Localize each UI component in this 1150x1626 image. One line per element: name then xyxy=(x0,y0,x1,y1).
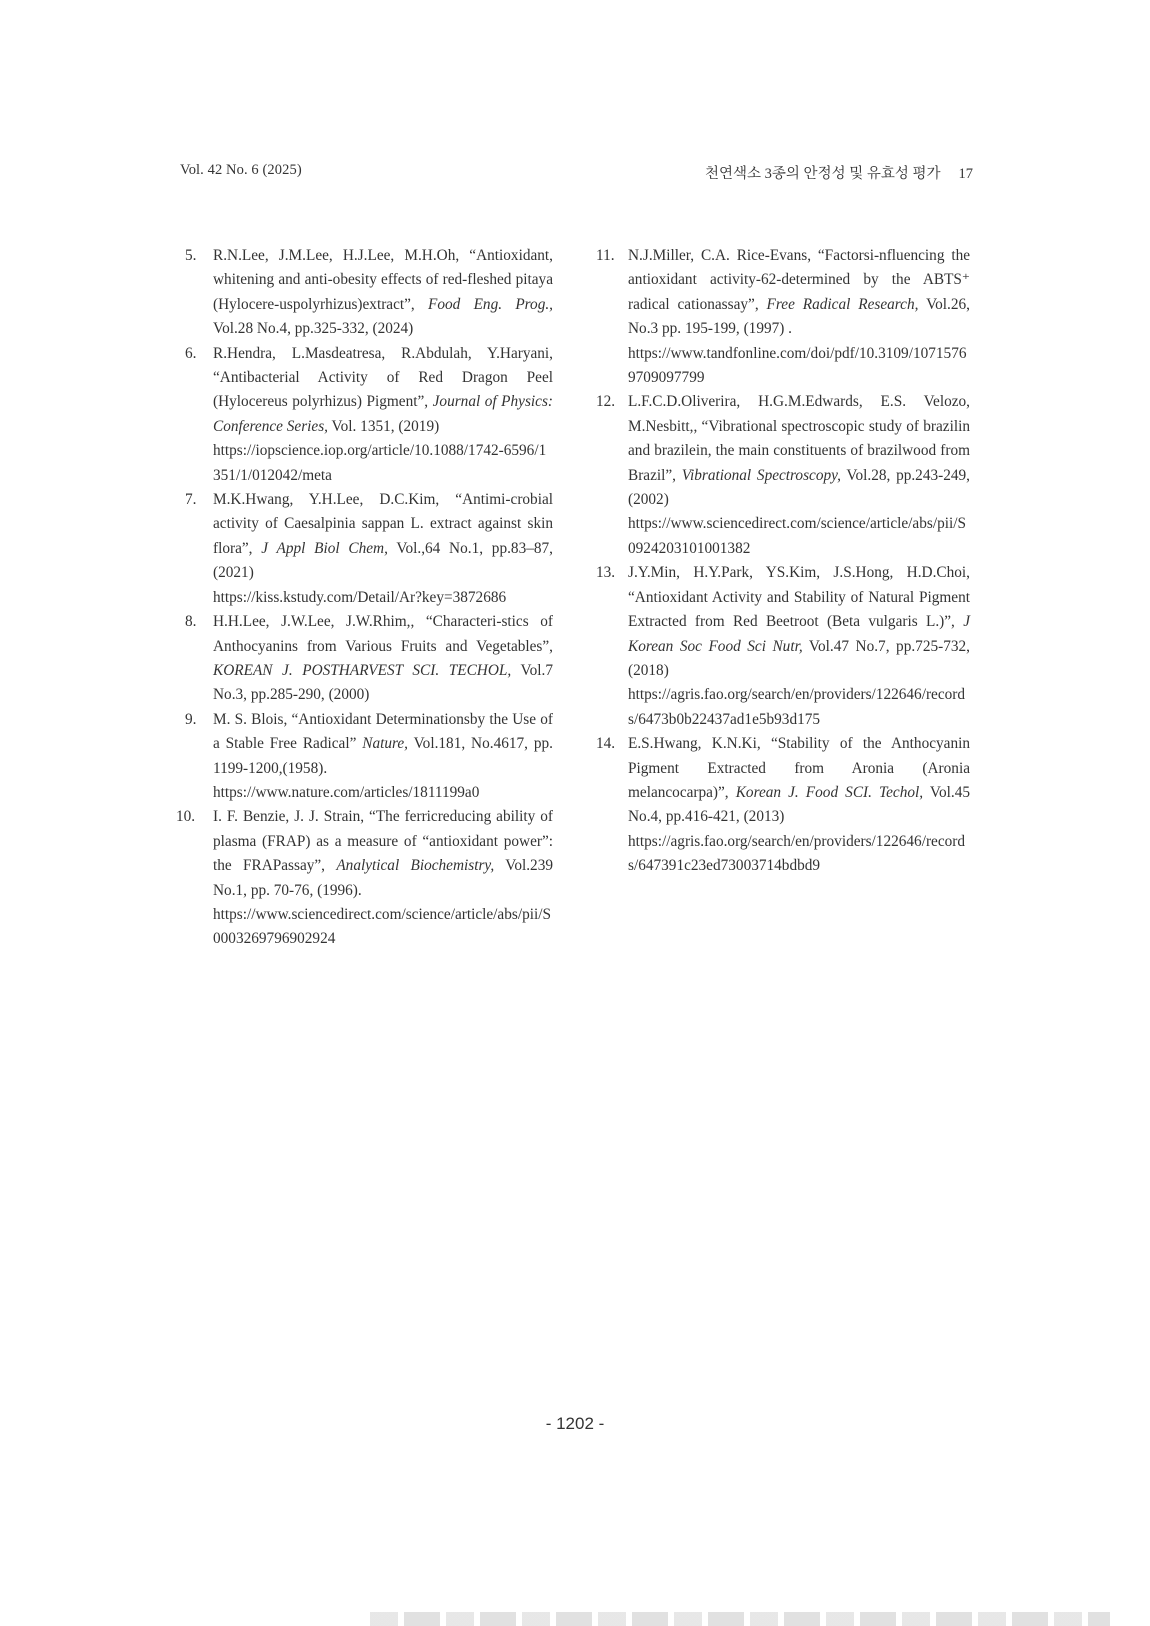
reference-url[interactable]: https://kiss.kstudy.com/Detail/Ar?key=3872686 xyxy=(213,588,507,606)
reference-url[interactable]: https://iopscience.iop.org/article/10.1088/1742-6596/1351/1/012042/meta xyxy=(213,442,547,484)
reference-url[interactable]: https://agris.fao.org/search/en/providers/122646/records/6473b0b22437ad1e5b93d175 xyxy=(628,686,966,728)
reference-journal: Free Radical Research, xyxy=(766,295,919,313)
reference-journal: Journal of Physics: Conference Series, xyxy=(213,393,553,435)
reference-body xyxy=(213,610,553,708)
reference-journal: J Korean Soc Food Sci Nutr, xyxy=(628,613,970,655)
reference-title: “Antimi-crobial activity of Caesalpinia sappan L. extract against skin flora”, xyxy=(213,491,553,557)
reference-item xyxy=(185,244,553,342)
reference-title: “Antibacterial Activity of Red Dragon Peel (Hylocereus polyrhizus) Pigment”, xyxy=(213,369,553,411)
reference-title: “Characteri-stics of Anthocyanins from Various Fruits and Vegetables”, xyxy=(213,613,553,655)
running-header-volume: Vol. 42 No. 6 (2025) xyxy=(180,162,302,178)
reference-item xyxy=(185,342,553,488)
reference-number: 12. xyxy=(596,393,616,411)
reference-journal: Food Eng. Prog., xyxy=(428,295,554,313)
reference-authors: M.K.Hwang, Y.H.Lee, D.C.Kim, xyxy=(213,491,440,509)
reference-title: “Antioxidant, whitening and anti-obesity effects of red-fleshed pitaya (Hylocere-uspolyrhizus)extract”, xyxy=(213,247,553,313)
reference-item xyxy=(596,390,970,561)
reference-details: Vol.28, pp.243-249,(2002) xyxy=(628,466,970,509)
reference-authors: L.F.C.D.Oliverira, H.G.M.Edwards, E.S. Velozo, M.Nesbitt,, xyxy=(628,393,970,435)
reference-journal: Nature, xyxy=(362,735,408,753)
reference-body xyxy=(213,488,553,610)
reference-url[interactable]: https://www.sciencedirect.com/science/article/abs/pii/S0924203101001382 xyxy=(628,515,966,557)
running-header-title-text: 천연색소 3종의 안정성 및 유효성 평가 xyxy=(705,166,941,182)
page-number: - 1202 - xyxy=(545,1414,605,1433)
reference-authors: E.S.Hwang, K.N.Ki, xyxy=(628,735,761,753)
reference-journal: J Appl Biol Chem, xyxy=(261,539,388,557)
references-left-column xyxy=(176,244,554,952)
reference-item xyxy=(596,244,970,390)
reference-item xyxy=(185,610,553,708)
reference-body xyxy=(213,342,553,488)
running-header-page: 17 xyxy=(958,166,973,182)
reference-url[interactable]: https://agris.fao.org/search/en/providers/122646/records/647391c23ed73003714bdbd9 xyxy=(628,832,966,875)
reference-item xyxy=(185,708,553,806)
reference-url[interactable]: https://www.sciencedirect.com/science/article/abs/pii/S0003269796902924 xyxy=(213,905,551,948)
reference-body xyxy=(213,708,553,806)
reference-body xyxy=(628,390,970,561)
reference-journal: KOREAN J. POSTHARVEST SCI. TECHOL, xyxy=(213,661,512,679)
reference-body xyxy=(628,244,970,390)
reference-title: “Factorsi-nfluencing the antioxidant activity-62-determined by the ABTS⁺ radical cationassay”, xyxy=(628,247,971,313)
reference-details: Vol.7 No.3, pp.285-290, (2000) xyxy=(213,661,553,704)
reference-number: 11. xyxy=(596,247,615,264)
reference-url[interactable]: https://www.nature.com/articles/1811199a0 xyxy=(213,783,480,801)
reference-item xyxy=(596,561,970,732)
reference-authors: J.Y.Min, H.Y.Park, YS.Kim, J.S.Hong, H.D.Choi, xyxy=(628,564,970,582)
reference-number: 10. xyxy=(176,808,196,826)
reference-item xyxy=(185,488,553,610)
reference-details: Vol.47 No.7, pp.725-732, (2018) xyxy=(628,637,970,679)
reference-body xyxy=(628,732,970,878)
reference-journal: Vibrational Spectroscopy, xyxy=(681,466,841,484)
reference-authors: R.Hendra, L.Masdeatresa, R.Abdulah, Y.Haryani, xyxy=(213,344,553,362)
reference-number: 13. xyxy=(596,564,616,582)
reference-details: Vol.45 No.4, pp.416-421, (2013) xyxy=(628,783,970,826)
reference-number: 9. xyxy=(185,710,197,728)
reference-number: 5. xyxy=(185,247,197,264)
reference-number: 7. xyxy=(185,491,197,509)
reference-details: Vol.239 No.1, pp. 70-76, (1996). xyxy=(213,857,553,899)
reference-number: 14. xyxy=(596,735,616,753)
reference-details: Vol.26, No.3 pp. 195-199, (1997) . xyxy=(628,295,970,338)
reference-details: Vol.,64 No.1, pp.83‒87, (2021) xyxy=(213,539,553,582)
reference-number: 8. xyxy=(185,613,197,631)
reference-title: “The ferricreducing ability of plasma (FRAP) as a measure of “antioxidant power”: the FRAPassay”, xyxy=(213,808,553,875)
reference-authors: I. F. Benzie, J. J. Strain, xyxy=(213,808,365,826)
reference-item xyxy=(176,805,553,951)
reference-details: Vol.28 No.4, pp.325-332, (2024) xyxy=(213,320,414,338)
reference-details: Vol.181, No.4617, pp. 1199-1200,(1958). xyxy=(213,735,553,777)
reference-authors: M. S. Blois, xyxy=(213,710,288,728)
reference-journal: Analytical Biochemistry, xyxy=(336,857,495,875)
reference-title: “Antioxidant Determinationsby the Use of a Stable Free Radical” xyxy=(213,710,553,753)
reference-body xyxy=(213,805,553,951)
reference-details: Vol. 1351, (2019) xyxy=(331,417,440,435)
running-header-title xyxy=(705,162,973,183)
reference-title: “Antioxidant Activity and Stability of Natural Pigment Extracted from Red Beetroot (Beta vulgaris L.)”, xyxy=(628,588,970,631)
reference-body xyxy=(213,244,553,342)
reference-item xyxy=(596,732,970,878)
reference-authors: R.N.Lee, J.M.Lee, H.J.Lee, M.H.Oh, xyxy=(213,247,460,264)
reference-body xyxy=(628,561,970,732)
reference-authors: N.J.Miller, C.A. Rice-Evans, xyxy=(628,247,812,264)
reference-url[interactable]: https://www.tandfonline.com/doi/pdf/10.3109/10715769709097799 xyxy=(628,344,967,387)
reference-title: “Vibrational spectroscopic study of brazilin and brazilein, the main constituents of brazilwood from Brazil”, xyxy=(628,417,970,484)
footer-watermark-strip xyxy=(370,1612,1110,1626)
references-right-column xyxy=(596,244,970,879)
reference-authors: H.H.Lee, J.W.Lee, J.W.Rhim,, xyxy=(213,613,415,631)
reference-journal: Korean J. Food SCI. Techol, xyxy=(735,783,924,801)
reference-title: “Stability of the Anthocyanin Pigment Extracted from Aronia (Aronia melancocarpa)”, xyxy=(628,735,970,801)
reference-number: 6. xyxy=(185,344,197,362)
